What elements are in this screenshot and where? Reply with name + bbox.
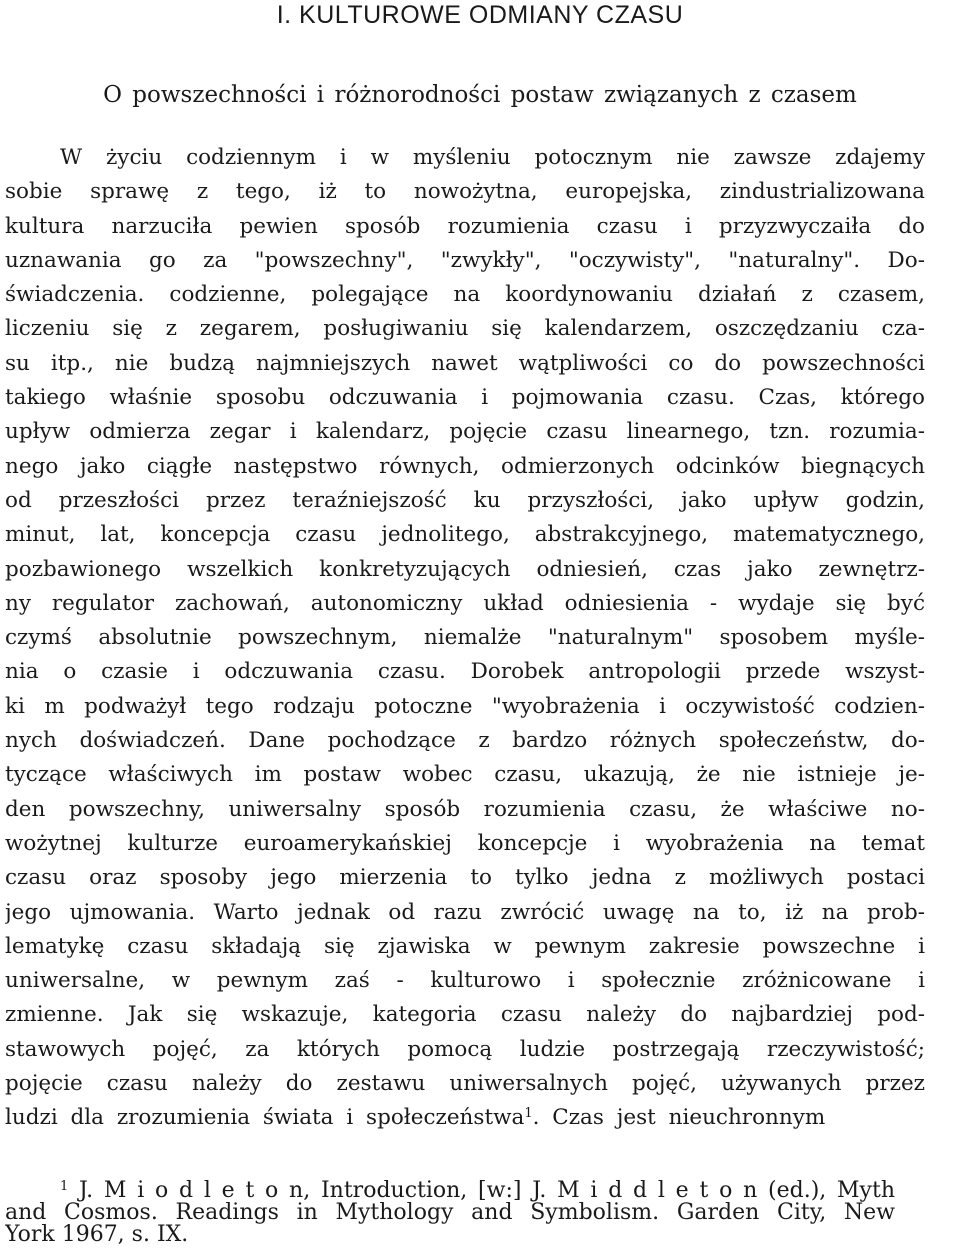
body-line: czymś absolutnie powszechnym, niemalże "naturalnym" sposobem myśle- — [5, 625, 925, 651]
body-line: ki m podważył tego rodzaju potoczne "wyobrażenia i oczywistość codzien- — [5, 693, 925, 719]
body-line: uznawania go za "powszechny", "zwykły", "oczywisty", "naturalny". Do- — [5, 247, 925, 273]
body-line: świadczenia. codzienne, polegające na koordynowaniu działań z czasem, — [5, 282, 925, 308]
body-line: pojęcie czasu należy do zestawu uniwersalnych pojęć, używanych przez — [5, 1071, 925, 1097]
body-line: pozbawionego wszelkich konkretyzujących odniesień, czas jako zewnętrz- — [5, 556, 925, 582]
body-line: tyczące właściwych im postaw wobec czasu, ukazują, że nie istnieje je- — [5, 762, 925, 788]
body-line: lematykę czasu składają się zjawiska w pewnym zakresie powszechne i — [5, 933, 925, 959]
body-line: nia o czasie i odczuwania czasu. Dorobek antropologii przede wszyst- — [5, 659, 925, 685]
body-line: wożytnej kulturze euroamerykańskiej koncepcje i wyobrażenia na temat — [5, 830, 925, 856]
chapter-title: I. KULTUROWE ODMIANY CZASU — [276, 1, 684, 29]
footnote-line — [5, 1180, 895, 1202]
body-line: den powszechny, uniwersalny sposób rozumienia czasu, że właściwe no- — [5, 796, 925, 822]
body-line: stawowych pojęć, za których pomocą ludzie postrzegają rzeczywistość; — [5, 1036, 925, 1062]
footnote-text: J. M i o d l e t o n, Introduction, [w:] J. M i d d l e t o n (ed.), Myth — [79, 1180, 895, 1202]
body-line-last — [5, 1101, 925, 1135]
body-line-text: ludzi dla zrozumienia świata i społeczeństwa — [5, 1105, 525, 1131]
body-line: ny regulator zachowań, autonomiczny układ odniesienia - wydaje się być — [5, 590, 925, 616]
footnote — [5, 1180, 895, 1246]
body-line: su itp., nie budzą najmniejszych nawet wątpliwości co do powszechności — [5, 350, 925, 376]
body-line: takiego właśnie sposobu odczuwania i pojmowania czasu. Czas, którego — [5, 385, 925, 411]
body-line: uniwersalne, w pewnym zaś - kulturowo i społecznie zróżnicowane i — [5, 968, 925, 994]
footnote-line: and Cosmos. Readings in Mythology and Symbolism. Garden City, New — [5, 1202, 895, 1224]
body-line: nego jako ciągłe następstwo równych, odmierzonych odcinków biegnących — [5, 453, 925, 479]
body-line: liczeniu się z zegarem, posługiwaniu się kalendarzem, oszczędzaniu cza- — [5, 316, 925, 342]
body-line: sobie sprawę z tego, iż to nowożytna, europejska, zindustrializowana — [5, 179, 925, 205]
footnote-marker: 1 — [60, 1180, 69, 1194]
body-line: jego ujmowania. Warto jednak od razu zwrócić uwagę na to, iż na prob- — [5, 899, 925, 925]
body-line: W życiu codziennym i w myśleniu potocznym nie zawsze zdajemy — [60, 145, 925, 170]
body-line: upływ odmierza zegar i kalendarz, pojęcie czasu linearnego, tzn. rozumia- — [5, 419, 925, 445]
body-line: od przeszłości przez teraźniejszość ku przyszłości, jako upływ godzin, — [5, 487, 925, 513]
body-line: minut, lat, koncepcja czasu jednolitego, abstrakcyjnego, matematycznego, — [5, 522, 925, 548]
body-line: nych doświadczeń. Dane pochodzące z bardzo różnych społeczeństw, do- — [5, 728, 925, 754]
section-heading: O powszechności i różnorodności postaw związanych z czasem — [103, 82, 857, 108]
body-paragraph — [5, 141, 925, 1136]
body-line-text: . Czas jest nieuchronnym — [532, 1105, 826, 1131]
footnote-line: York 1967, s. IX. — [5, 1224, 189, 1246]
footnote-reference[interactable]: 1 — [524, 1106, 533, 1122]
body-line: zmienne. Jak się wskazuje, kategoria czasu należy do najbardziej pod- — [5, 1002, 925, 1028]
body-line: czasu oraz sposoby jego mierzenia to tylko jedna z możliwych postaci — [5, 865, 925, 891]
body-line: kultura narzuciła pewien sposób rozumienia czasu i przyzwyczaiła do — [5, 213, 925, 239]
